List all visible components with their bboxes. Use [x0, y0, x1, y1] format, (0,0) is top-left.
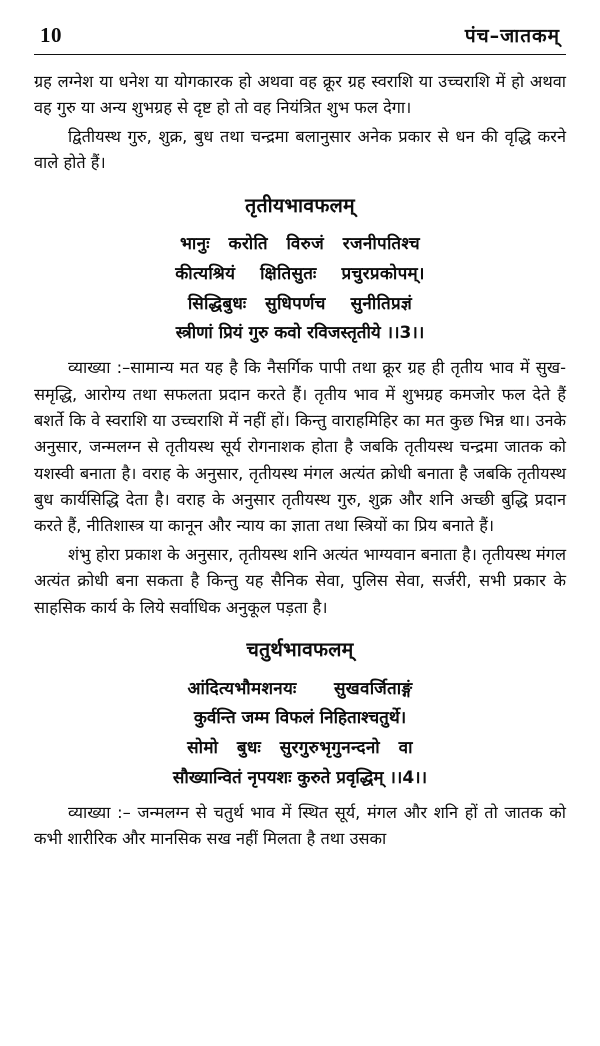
verse-line: कुर्वन्ति जम्म विफलं निहिताश्चतुर्थे।: [193, 708, 407, 729]
verse-line: भानुः करोति विरुजं रजनीपतिश्च: [179, 234, 420, 255]
verse-line: आंदित्यभौमशनयः सुखवर्जिताङ्गं: [187, 678, 413, 699]
page-number: 10: [40, 23, 62, 47]
intro-paragraph-1: ग्रह लग्नेश या धनेश या योगकारक हो अथवा वह क्रूर ग्रह स्वराशि या उच्चराशि में हो अथवा वह गुरु या अन्य शुभग्रह से दृष्ट हो तो वह नियंत्रित शुभ फल देगा।: [34, 72, 566, 118]
verse-third-house: [34, 230, 566, 349]
commentary-third-house-1: व्याख्या :–सामान्य मत यह है कि नैसर्गिक पापी तथा क्रूर ग्रह ही तृतीय भाव में सुख-समृद्धि, आरोग्य तथा सफलता प्रदान करते हैं। तृतीय भाव में शुभग्रह कमजोर फल देते हैं बशर्ते कि वे स्वराशि या उच्चराशि में नहीं हों। किन्तु वाराहमिहिर का मत कुछ भिन्न था। उनके अनुसार, जन्मलग्न से तृतीयस्थ सूर्य रोगनाशक होता है जबकि तृतीयस्थ चन्द्रमा जातक को यशस्वी बनाता है। वराह के अनुसार, तृतीयस्थ मंगल अत्यंत क्रोधी बनाता है जबकि तृतीयस्थ बुध कार्यसिद्धि देता है। वराह के अनुसार तृतीयस्थ गुरु, शुक्र और शनि अच्छी बुद्धि प्रदान करते हैं, नीतिशास्त्र या कानून और न्याय का ज्ञाता तथा स्त्रियों का प्रिय बनाते हैं।: [34, 358, 566, 536]
verse-line: सोमो बुधः सुरगुरुभृगुनन्दनो वा: [187, 738, 413, 759]
intro-paragraph-2: द्वितीयस्थ गुरु, शुक्र, बुध तथा चन्द्रमा बलानुसार अनेक प्रकार से धन की वृद्धि करने वाले होते हैं।: [34, 126, 566, 173]
page-header: [34, 22, 566, 54]
verse-line: कीत्यश्रियं क्षितिसुतः प्रचुरप्रकोपम्।: [175, 263, 425, 284]
verse-fourth-house: [34, 675, 566, 794]
verse-line: सिद्धिबुधः सुधिपर्णच सुनीतिप्रज्ञं: [187, 293, 413, 314]
section-title-third-house: तृतीयभावफलम्: [245, 193, 355, 217]
verse-line: सौख्यान्वितं नृपयशः कुरुते प्रवृद्धिम् ।।4।।: [172, 767, 428, 788]
header-divider: [34, 54, 566, 55]
section-title-fourth-house: चतुर्थभावफलम्: [246, 638, 354, 662]
page-body: [34, 69, 566, 852]
commentary-fourth-house-1: व्याख्या :– जन्मलग्न से चतुर्थ भाव में स्थित सूर्य, मंगल और शनि हों तो जातक को कभी शारीरिक और मानसिक सख नहीं मिलता है तथा उसका: [34, 802, 566, 849]
commentary-third-house-2: शंभु होरा प्रकाश के अनुसार, तृतीयस्थ शनि अत्यंत भाग्यवान बनाता है। तृतीयस्थ मंगल अत्यंत क्रोधी बना सकता है किन्तु यह सैनिक सेवा, पुलिस सेवा, सर्जरी, सभी प्रकार के साहसिक कार्य के लिये सर्वाधिक अनुकूल पड़ता है।: [34, 544, 566, 617]
book-title: पंच–जातकम्: [464, 25, 560, 47]
verse-line: स्त्रीणां प्रियं गुरु कवो रविजस्तृतीये ।।3।।: [175, 323, 425, 344]
